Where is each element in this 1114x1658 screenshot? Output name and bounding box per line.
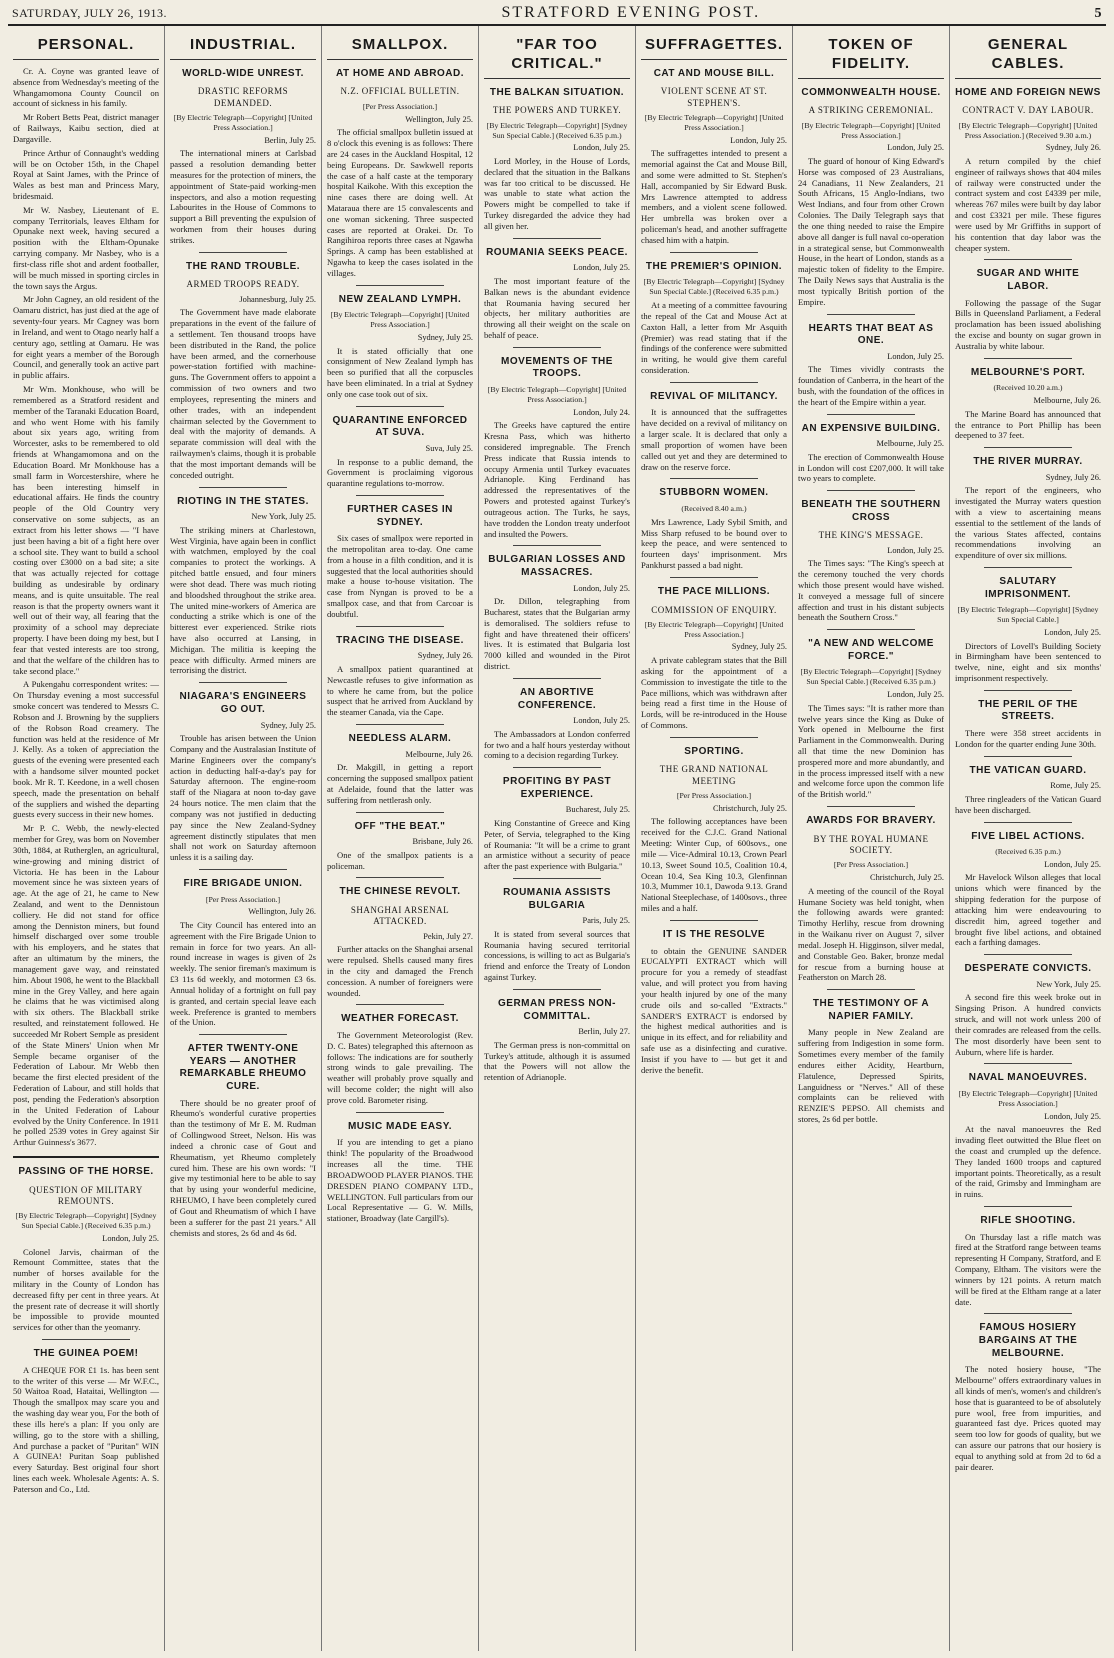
section-body: The Marine Board has announced that the entrance to Port Phillip has been deepened to 37 feet. (955, 408, 1101, 441)
section-body: The noted hosiery house, "The Melbourne" offers extraordinary values in all kinds of men's, women's and children's hose that is guaranteed to be of absolutely pure wool, free from impurities, and guaranteed fast dye. Prices quoted may seem too low for goods of quality, but we can assure our patrons that our hosiery is equal to anything sold at from 2d to 6d a pair dearer. (955, 1364, 1101, 1472)
section-divider (356, 285, 444, 286)
section-divider (670, 577, 758, 578)
section-divider (356, 626, 444, 627)
section-heading: HEARTS THAT BEAT AS ONE. (808, 322, 934, 347)
section-body: A CHEQUE FOR £1 1s. has been sent to the writer of this verse — Mr W.F.C., 50 Waitoa Road, Hataitai, Wellington — Though the smallpox may scare you and the washing day wear you, For the both of these ills here's a plan: If you only are willing, go to the store with a shilling, And purchase a packet of "Puritan" WIN A GUINEA! Puritan Soap published every Saturday. Best original four short lines each week. Wholesale Agents: A. S. Paterson and Co., Ltd. (13, 1364, 159, 1494)
section-divider (984, 954, 1072, 955)
section-dateline: London, July 24. (573, 407, 630, 417)
section-body: The German press is non-committal on Turkey's attitude, although it is assumed that the Powers will not allow the retention of Adrianople. (484, 1039, 630, 1083)
section-divider (984, 358, 1072, 359)
section-byline: [Per Press Association.] (676, 791, 752, 801)
newspaper-title: STRATFORD EVENING POST. (501, 4, 761, 21)
section-byline: [By Electric Telegraph—Copyright] [United Press Association.] (173, 113, 313, 132)
column-6 (793, 26, 950, 1651)
section-body: The suffragettes intended to present a memorial against the Cat and Mouse Bill, and some were admitted to St. Stephen's Hall, accompanied by Sir Edward Busk. Mrs Lawrence attempted to address members, and a violent scene followed. Her umbrella was broken over a policeman's head, and another suffragette chased him with a hatpin. (641, 148, 787, 245)
column-heading: "FAR TOO CRITICAL." (484, 36, 630, 79)
section-divider (513, 347, 601, 348)
section-heading: THE PERIL OF THE STREETS. (978, 698, 1078, 723)
section-heading: HOME AND FOREIGN NEWS (955, 86, 1101, 98)
section-divider (670, 737, 758, 738)
section-byline: [Per Press Association.] (833, 860, 909, 870)
column-7 (950, 26, 1106, 1651)
section-dateline: New York, July 25. (1036, 979, 1101, 989)
section-dateline: Sydney, July 26. (1045, 143, 1101, 153)
section-heading: FAMOUS HOSIERY BARGAINS AT THE MELBOURNE. (978, 1322, 1078, 1359)
section-heading: CAT AND MOUSE BILL. (653, 67, 775, 79)
section-dateline: Rome, July 25. (1050, 781, 1101, 791)
section-divider (356, 1004, 444, 1005)
section-divider (513, 878, 601, 879)
section-divider (984, 1313, 1072, 1314)
section-heading: THE TESTIMONY OF A NAPIER FAMILY. (812, 998, 930, 1022)
section-body: The Greeks have captured the entire Kresna Pass, which was hitherto considered impregnable. The French Press indicate that Russia intends to occupy Armenia until Turkey evacuates Adrianople. King Ferdinand has addressed the representatives of the Powers and protested against Turkey's outrageous action. The Turks, he says, have trodden the London treaty underfoot and insulted the Powers. (484, 420, 630, 539)
section-heading: NEW ZEALAND LYMPH. (338, 293, 462, 305)
section-dateline: Sydney, July 25. (260, 720, 316, 730)
section-divider (513, 678, 601, 679)
section-dateline: Bucharest, July 25. (565, 805, 630, 815)
section-divider (13, 1156, 159, 1158)
section-body: Six cases of smallpox were reported in the metropolitan area to-day. One came from a house in a filth condition, and it is suggested that the local authorities should make a house to-house visitation. The case from Nyngan is proved to be a smallpox case, and that from Carcoar is doubtful. (327, 533, 473, 619)
section-divider (356, 877, 444, 878)
section-dateline: New York, July 25. (251, 512, 316, 522)
section-heading: FIVE LIBEL ACTIONS. (971, 830, 1085, 842)
section-heading: SPORTING. (684, 745, 744, 757)
section-deck: THE KING'S MESSAGE. (818, 530, 924, 541)
section-body: Lord Morley, in the House of Lords, declared that the situation in the Balkans was far too critical to be discussed. He was unable to state what action the Powers might be compelled to take if Turkey disregarded the advice they had all given her. (484, 155, 630, 231)
section-heading: THE VATICAN GUARD. (969, 764, 1087, 776)
section-heading: THE CHINESE REVOLT. (339, 886, 461, 898)
section-dateline: London, July 25. (573, 143, 630, 153)
section-body: In response to a public demand, the Government is proclaiming vigorous quarantine regulations to-morrow. (327, 456, 473, 489)
section-heading: NAVAL MANOEUVRES. (968, 1072, 1088, 1084)
column-1 (8, 26, 165, 1651)
section-heading: WEATHER FORECAST. (341, 1013, 459, 1025)
section-heading: SUGAR AND WHITE LABOR. (976, 268, 1080, 292)
section-heading: MUSIC MADE EASY. (347, 1120, 453, 1132)
section-byline: (Received 8.40 a.m.) (681, 503, 747, 513)
section-heading: THE RIVER MURRAY. (973, 456, 1083, 468)
section-heading: ROUMANIA ASSISTS BULGARIA (503, 887, 611, 911)
section-body: Trouble has arisen between the Union Company and the Australasian Institute of Marine Engineers over the company's action in deducting half-a-day's pay for Saturday afternoon. The engine-room staff of the Niagara at noon to-day gave 24 hours notice. The men claim that the company was not justified in deducting pay since the New Zealand-Sydney agreement distinctly stipulates that men shall not work on Saturday afternoon unless it is a sailing day. (170, 733, 316, 863)
section-dateline: London, July 25. (887, 690, 944, 700)
section-dateline: Sydney, July 25. (417, 333, 473, 343)
section-byline: [By Electric Telegraph—Copyright] [United Press Association.] (801, 120, 941, 140)
section-deck: QUESTION OF MILITARY REMOUNTS. (29, 1184, 143, 1206)
section-body: At a meeting of a committee favouring the repeal of the Cat and Mouse Act at Caxton Hall, a letter from Mr Asquith (Premier) was read stating that if the findings of the conference were submitted in writing, he would give them careful consideration. (641, 300, 787, 375)
issue-date: SATURDAY, JULY 26, 1913. (12, 6, 168, 20)
section-body: Dr. Dillon, telegraphing from Bucharest, states that the Bulgarian army is demoralised. The soldiers refuse to fight and have threatened their officers' lives. It is estimated that Bulgaria lost 7000 killed and wounded in the Pirot district. (484, 596, 630, 672)
section-heading: "A NEW AND WELCOME FORCE." (808, 638, 934, 662)
section-heading: THE PREMIER'S OPINION. (645, 260, 783, 272)
section-heading: SALUTARY IMPRISONMENT. (985, 576, 1071, 600)
section-dateline: Suva, July 25. (425, 443, 473, 453)
section-deck: A STRIKING CEREMONIAL. (808, 105, 934, 116)
columns-container (8, 26, 1106, 1651)
section-heading: OFF "THE BEAT." (354, 820, 446, 832)
section-heading: TRACING THE DISEASE. (336, 634, 464, 646)
section-heading: AN EXPENSIVE BUILDING. (801, 422, 941, 434)
section-divider (827, 314, 915, 315)
section-body: On Thursday last a rifle match was fired at the Stratford range between teams representing H Company, Stratford, and E Company, Eltham. The visitors were the winners by 121 points. A return match will be fired at the Eltham range at a later date. (955, 1231, 1101, 1307)
section-divider (199, 682, 287, 683)
section-body: Mr Havelock Wilson alleges that local unions which were financed by the shipping federation for the purpose of attacking him were endeavouring to discredit him, agreed together and brought five libel actions, and obtained each a farthing damages. (955, 872, 1101, 948)
article-paragraph: Cr. A. Coyne was granted leave of absence from Wednesday's meeting of the Whangamomona County Council on account of sickness in his family. (13, 65, 159, 109)
section-dateline: Berlin, July 25. (264, 135, 316, 145)
section-byline: [By Electric Telegraph—Copyright] [United Press Association.] (Received 9.30 a.m.) (958, 120, 1098, 140)
section-dateline: London, July 25. (730, 135, 787, 145)
section-dateline: London, July 25. (1044, 627, 1101, 637)
section-byline: [By Electric Telegraph—Copyright] [United Press Association.] (487, 385, 627, 404)
section-heading: AN ABORTIVE CONFERENCE. (517, 686, 597, 711)
section-divider (984, 567, 1072, 568)
section-heading: NEEDLESS ALARM. (348, 733, 452, 745)
section-body: If you are intending to get a piano think! The popularity of the Broadwood increases all the time. THE BROADWOOD PLAYER PIANOS. THE DRESDEN PIANO COMPANY LTD., WELLINGTON. Full particulars from our Local Representative — G. W. Mills, stationer, Broadway (late Cargill's). (327, 1137, 473, 1224)
section-divider (984, 447, 1072, 448)
section-byline: [By Electric Telegraph—Copyright] [Sydney Sun Special Cable.] (Received 6.35 p.m.) (643, 277, 785, 297)
section-body: It is stated officially that one consignment of New Zealand lymph has been so purified that all the corpuscles have been eliminated. In a trial at Sydney only one case took out of six. (327, 345, 473, 399)
column-3 (322, 26, 479, 1651)
section-body: Dr. Makgill, in getting a report concerning the supposed smallpox patient at Adelaide, found that the latter was suffering from nettlerash only. (327, 762, 473, 805)
section-heading: COMMONWEALTH HOUSE. (801, 86, 941, 98)
section-deck: SHANGHAI ARSENAL ATTACKED. (350, 905, 450, 927)
article-paragraph: Mr John Cagney, an old resident of the Oamaru district, has just died at the age of seventy-four years. Mr Cagney was born in Ireland, and went to Otago nearly half a century ago, settling at Oamaru. He was for eight years a member of the Borough Council, and generally took an active part in public affairs. (13, 294, 159, 381)
section-divider (199, 487, 287, 488)
section-divider (827, 806, 915, 807)
section-byline: [Per Press Association.] (362, 101, 438, 111)
section-heading: BULGARIAN LOSSES AND MASSACRES. (488, 554, 626, 578)
section-heading: FIRE BRIGADE UNION. (183, 878, 303, 890)
section-dateline: Sydney, July 26. (1045, 472, 1101, 482)
article-paragraph: Mr Wm. Monkhouse, who will be remembered as a Stratford resident and member of the Taranaki Education Board, and who went Home with his family about six years ago, writing from Worcester, asks to be remembered to old friends at Whangamomona and on the Education Board. Mr Monkhouse has a small farm in Worcestershire, where he has been interesting himself in educational affairs. He finds the country people of the Old Country very conservative on some subjects, as an extract from his letter shows — "I have just been having a bit of a fight here over a school site. They want to build a school costing over £3000 on a bad site; a site that was actually rejected for cottage building as undesirable by ordinary means, and is quite unsuitable. The real reason is that the property owners want it well out of their way, all fearing that the proximity of a school may depreciate property. I have been doing my best, but I fear that vested interests are too strong, and that the welfare of the children has to take second place." (13, 384, 159, 676)
section-heading: NIAGARA'S ENGINEERS GO OUT. (179, 691, 307, 715)
section-byline: [By Electric Telegraph—Copyright] [Sydney Sun Special Cable.] (Received 6.35 p.m.) (486, 120, 628, 140)
section-heading: PASSING OF THE HORSE. (18, 1166, 154, 1178)
section-divider (356, 812, 444, 813)
section-dateline: London, July 25. (887, 351, 944, 361)
column-5 (636, 26, 793, 1651)
article-paragraph: Mr Robert Betts Peat, district manager of Railways, Kaibu section, died at Dargaville. (13, 112, 159, 144)
section-divider (513, 238, 601, 239)
section-divider (513, 989, 601, 990)
section-body: One of the smallpox patients is a policeman. (327, 849, 473, 871)
article-paragraph: Mr P. C. Webb, the newly-elected member for Grey, was born on November 30th, 1884, at Rutherglen, an agricultural, wine-growing and mining district of Victoria. He has been in the Labour movement since he was sixteen years of age. At the age of 21, he came to New Zealand, and went to the Dennistoun colliery. He did not stand for office among the Denniston miners, but found himself discharged over some trouble with his employers, and he states that after an ultimatum by the miners, the management gave way, and reinstated him. About 1908, he went to the Blackball mine in the Grey Valley, and here again he claims that he was victimised along with six others. The Blackball strike resulted, and reinstatement followed. He succeeded Mr Robert Semple as president of the State Miners' Union when Mr Semple became organiser of the Federation of Labour. Mr Webb then became the first elected president of the Federation of Labour, and still holds that post, pending the Federation's absorption in the United Federation of Labour evolved by the Unity Conference. In 1911 he polled 2539 votes in Grey against Sir Arthur Guinness's 3677. (13, 823, 159, 1148)
section-body: A private cablegram states that the Bill asking for the appointment of a Commission to investigate the title to the Pace millions, which was withdrawn after being read a first time in the House of Lords, will be re-introduced in the House of Commons. (641, 655, 787, 731)
section-body: Mrs Lawrence, Lady Sybil Smith, and Miss Sharp refused to be bound over to keep the peace, and were sentenced to fourteen days' imprisonment. Mrs Pankhurst passed a bad night. (641, 516, 787, 571)
section-body: The Ambassadors at London conferred for two and a half hours yesterday without coming to a decision regarding Turkey. (484, 728, 630, 761)
section-body: The report of the engineers, who investigated the Murray waters question with a view to ascertaining means essential to the settlement of the lands of the various States affected, contains recommendations involving an expenditure of over six millions. (955, 485, 1101, 561)
section-dateline: Johannesburg, July 25. (239, 294, 316, 304)
section-body: The most important feature of the Balkan news is the abundant evidence that Roumania having secured her objects, her military authorities are throwing all their weight on the scale on behalf of peace. (484, 275, 630, 341)
section-divider (42, 1339, 130, 1340)
section-dateline: London, July 25. (887, 545, 944, 555)
section-divider (199, 869, 287, 870)
section-dateline: Christchurch, July 25. (870, 873, 944, 883)
section-byline: [By Electric Telegraph—Copyright] [United Press Association.] (958, 1089, 1098, 1108)
section-divider (670, 252, 758, 253)
masthead (8, 4, 1106, 26)
section-deck: CONTRACT V. DAY LABOUR. (962, 105, 1094, 116)
page-number: 5 (1094, 6, 1102, 21)
section-deck: VIOLENT SCENE AT ST. STEPHEN'S. (660, 86, 768, 108)
section-deck: ARMED TROOPS READY. (186, 279, 300, 290)
section-body: A smallpox patient quarantined at Newcastle refuses to give information as to where he came from, but the police suspect that he arrived from Auckland by the steamer Canada, via the Cape. (327, 663, 473, 718)
section-dateline: Melbourne, July 26. (405, 749, 473, 759)
section-divider (984, 259, 1072, 260)
section-heading: WORLD-WIDE UNREST. (182, 67, 304, 79)
section-divider (984, 690, 1072, 691)
section-body: The following acceptances have been received for the C.J.C. Grand National Meeting: Winter Cup, of 600sovs., one mile — Vice-Admiral 10.13, Crown Pearl 10.13, Sweet Sound 10.5, Coalition 10.4, Ocean 10.4, Sea King 10.3, Glenfinnan 10.3, Mummer 10.1, Dawoda 9.13. Grand National Steeplechase, of 1400sovs., three miles and a half. (641, 816, 787, 914)
section-body: Directors of Lovell's Building Society in Birmingham have been sentenced to twelve, nine, eight and six months' imprisonment respectively. (955, 640, 1101, 683)
section-dateline: Paris, July 25. (582, 916, 630, 926)
column-2 (165, 26, 322, 1651)
section-byline: [Per Press Association.] (205, 894, 281, 904)
section-deck: THE GRAND NATIONAL MEETING (659, 764, 769, 786)
section-dateline: Melbourne, July 26. (1033, 396, 1101, 406)
section-dateline: Sydney, July 25. (731, 642, 787, 652)
section-deck: BY THE ROYAL HUMANE SOCIETY. (813, 833, 929, 856)
section-divider (356, 724, 444, 725)
section-heading: STUBBORN WOMEN. (659, 487, 769, 499)
section-heading: GERMAN PRESS NON-COMMITTAL. (498, 997, 616, 1022)
section-body: The guard of honour of King Edward's Horse was composed of 23 Australians, 24 Canadians, 11 New Zealanders, 21 South Africans, 15 Anglo-Indians, two West Indians, and four from other Crown Colonies. The Daily Telegraph says that the one thing needed to raise the Empire above all danger is full naval co-operation in a strategical sense, but Commonwealth House, in the heart of London, stands as a majestic token of fidelity to the Empire. The Daily News says that Australia is the most typically British portion of the Empire. (798, 155, 944, 307)
section-body: Many people in New Zealand are suffering from Indigestion in some form. Sometimes every member of the family endures either Acidity, Heartburn, Flatulence, Depressed Spirits, Languidness or "Nerves." All of these complaints can be relieved with RENZIE'S PEPSO. All chemists and stores, 2s 6d per bottle. (798, 1027, 944, 1125)
section-dateline: Wellington, July 26. (248, 907, 316, 917)
section-divider (199, 1034, 287, 1035)
section-heading: THE GUINEA POEM! (33, 1348, 139, 1360)
section-divider (199, 252, 287, 253)
section-divider (827, 414, 915, 415)
section-heading: QUARANTINE ENFORCED AT SUVA. (332, 414, 468, 439)
section-dateline: London, July 25. (102, 1233, 159, 1243)
section-heading: THE PACE MILLIONS. (657, 585, 771, 597)
section-body: At the naval manoeuvres the Red invading fleet outwitted the Blue fleet on the coast and crumpled up the defence. They landed 1600 troops and captured important points. Theoretically, as a result of the raid, Grimsby and Immingham are in ruins. (955, 1124, 1101, 1200)
section-byline: (Received 6.35 p.m.) (995, 847, 1061, 857)
column-heading: SUFFRAGETTES. (641, 36, 787, 60)
section-heading: FURTHER CASES IN SYDNEY. (347, 503, 453, 528)
section-heading: REVIVAL OF MILITANCY. (650, 390, 778, 402)
section-heading: AT HOME AND ABROAD. (335, 67, 464, 79)
section-byline: [By Electric Telegraph—Copyright] [United Press Association.] (330, 310, 470, 330)
section-byline: [By Electric Telegraph—Copyright] [Sydney Sun Special Cable.] (Received 6.35 p.m.) (15, 1211, 157, 1231)
section-divider (356, 406, 444, 407)
section-heading: THE RAND TROUBLE. (185, 260, 301, 272)
article-paragraph: A Pukengahu correspondent writes: — On Thursday evening a most successful smoke concert was tendered to Messrs C. Robson and J. Browning by the suppliers of the Robson Road creamery. The function was held at the residence of Mr J. Kelly. As a token of appreciation the guests of the evening were presented each with a handsome silver mounted pocket book. Mr R. T. Keedone, in a well chosen speech, made the presentation on behalf of the suppliers and wished the departing guests every success in their new homes. (13, 679, 159, 820)
section-byline: [By Electric Telegraph—Copyright] [United Press Association.] (644, 619, 784, 639)
section-deck: N.Z. OFFICIAL BULLETIN. (340, 86, 460, 97)
section-body: Further attacks on the Shanghai arsenal were repulsed. Shells caused many fires in the city and damaged the French concession. A number of foreigners were wounded. (327, 944, 473, 998)
column-heading: INDUSTRIAL. (170, 36, 316, 60)
section-divider (827, 629, 915, 630)
section-body: A meeting of the council of the Royal Humane Society was held tonight, when the following awards were granted: Timothy Herlihy, rescue from drowning in the Waikanu river on August 7, silver medal. Joseph H. Higginson, silver medal, and Constable Geo. Baker, bronze medal for rescue from a burning house at Featherston on March 28. (798, 885, 944, 983)
section-divider (827, 989, 915, 990)
section-heading: AWARDS FOR BRAVERY. (806, 815, 936, 827)
section-byline: [By Electric Telegraph—Copyright] [Sydney Sun Special Cable.] (Received 6.35 p.m.) (800, 667, 942, 687)
section-body: The City Council has entered into an agreement with the Fire Brigade Union to remain in force for two years. An all-round increase in wages is given of 2s weekly. The senior fireman's maximum is £3 11s 6d weekly, and motormen £3 6s. Annual holiday of a fortnight on full pay is granted, and certain special leave each week. Preference is granted to members of the Union. (170, 920, 316, 1028)
section-dateline: London, July 25. (573, 716, 630, 726)
section-heading: IT IS THE RESOLVE (662, 928, 766, 940)
section-deck: THE POWERS AND TURKEY. (492, 105, 622, 116)
section-dateline: Sydney, July 26. (417, 651, 473, 661)
column-heading: GENERAL CABLES. (955, 36, 1101, 79)
section-divider (513, 545, 601, 546)
section-dateline: Pekin, July 27. (423, 931, 473, 941)
section-deck: COMMISSION OF ENQUIRY. (651, 604, 777, 615)
section-body: It is stated from several sources that Roumania having secured territorial concessions, is willing to act as Bulgaria's friend and enforce the Treaty of London against Turkey. (484, 928, 630, 983)
section-body: The Times says: "The King's speech at the ceremony touched the very chords which those present would have wished. It conveyed a message full of sincere affection and trust in his distant subjects beneath the Southern Cross." (798, 558, 944, 623)
section-heading: MOVEMENTS OF THE TROOPS. (501, 355, 613, 380)
section-dateline: Berlin, July 27. (578, 1027, 630, 1037)
section-divider (670, 382, 758, 383)
section-body: The Times says: "It is rather more than twelve years since the King as Duke of York opened in Melbourne the first Parliament in the Commonwealth. During all that time the new Dominion has prospered more and more abundantly, and in the process impressed itself with a new and welcome force upon the common life of the British world." (798, 702, 944, 800)
section-body: The Government have made elaborate preparations in the event of the failure of a settlement. Ten thousand troops have been distributed in the Rand, the police have been armed, and the cornerhouse power-station fortified with machine-guns. The Government offers to appoint a commission of two owners and two employees, representing the miners and other trades, with an independent chairman selected by the Government to deal with the majority of demands. A separate commission will deal with the railwaymen's claims, though it is probable that the most important demands will be conceded outright. (170, 307, 316, 480)
section-heading: MELBOURNE'S PORT. (970, 366, 1086, 378)
section-body: A second fire this week broke out in Singsing Prison. A hundred convicts struck, and will not work unless 200 of their comrades are released from the cells. The most disorderly have been sent to Auburn, where life is harder. (955, 992, 1101, 1057)
section-dateline: Wellington, July 25. (405, 114, 473, 124)
column-heading: TOKEN OF FIDELITY. (798, 36, 944, 79)
section-dateline: Christchurch, July 25. (713, 803, 787, 813)
article-paragraph: Mr W. Nasbey, Lieutenant of E. company Territorials, leaves Eltham for Opunake next week, having secured a position with the Eltham-Opunake carrying company. Mr Nasbey, who is a first-class rifle shot and ardent footballer, will be much missed in sporting circles in the town says the Argus. (13, 204, 159, 291)
section-body: The striking miners at Charlestown, West Virginia, have again been in conflict with watchmen, employed by the coal companies to protect the workings. A pitched battle ensued, and four miners were shot dead. There was much rioting and bloodshed throughout the strike area. The united mine-workers of America are conducting a strike which is one of the bitterest ever experienced. Strike riots have also occurred at Lansing, in Michigan. The militia is keeping the peace with difficulty. Armed miners are terrorising the district. (170, 524, 316, 676)
section-body: The official smallpox bulletin issued at 8 o'clock this evening is as follows: There are 24 cases in the Auckland Hospital, 12 being Europeans. Dr. Sawkwell reports the case of a half caste at the temporary hospital Kaikohe. With this exception the nine cases there are doing well. At Mataraua there are 15 convalescents and one woman sickening. Three suspected cases are reported at Orakei. Dr. To Rangihiroa reports three cases at Ngawha Springs. A camp has been established at Ngawha to keep the cases isolated in the villages. (327, 127, 473, 278)
section-deck: DRASTIC REFORMS DEMANDED. (197, 86, 289, 108)
section-body: The Times vividly contrasts the foundation of Canberra, in the heart of the bush, with the foundation of the offices in the heart of the Empire within a year. (798, 364, 944, 407)
section-body: Following the passage of the Sugar Bills in Queensland Parliament, a Federal proclamation has been issued abolishing the excise and bounty on sugar grown in Australia by white labour. (955, 297, 1101, 351)
section-body: Colonel Jarvis, chairman of the Remount Committee, states that the number of horses available for the military in the County of London has decreased fifty per cent in three years. At the present rate of decrease it will shortly be impossible to provide mounted services for other than the yeomanry. (13, 1246, 159, 1333)
section-dateline: London, July 25. (1044, 1111, 1101, 1121)
section-heading: RIFLE SHOOTING. (980, 1215, 1076, 1227)
section-divider (356, 1112, 444, 1113)
column-heading: SMALLPOX. (327, 36, 473, 60)
section-body: A return compiled by the chief engineer of railways shows that 404 miles of railway were constructed under the contract system and cost £4339 per mile, whereas 767 miles were built by day labor and cost £3321 per mile. These figures were used by Mr Griffiths in support of his contention that day labor was the cheaper system. (955, 155, 1101, 253)
section-body: There were 358 street accidents in London for the quarter ending June 30th. (955, 728, 1101, 749)
section-body: It is announced that the suffragettes have decided on a revival of militancy on a larger scale. It is declared that only a small proportion of women have been called out yet and they are determined to draw on the reserve force. (641, 407, 787, 472)
section-divider (670, 920, 758, 921)
section-byline: [By Electric Telegraph—Copyright] [United Press Association.] (644, 113, 784, 132)
section-body: The Government Meteorologist (Rev. D. C. Bates) telegraphed this afternoon as follows: The indications are for southerly strong winds to gale prevailing. The weather will probably prove squally and will become colder; the night will also prove cold. Barometer rising. (327, 1029, 473, 1105)
section-divider (984, 756, 1072, 757)
section-heading: PROFITING BY PAST EXPERIENCE. (502, 776, 612, 800)
section-body: The international miners at Carlsbad passed a resolution demanding better measures for the protection of miners, the appointment of State-paid working-men inspectors, and also a motion requesting Labourites in the House of Commons to support a Bill preventing the expulsion of workmen from their houses during strikes. (170, 148, 316, 245)
section-heading: DESPERATE CONVICTS. (964, 963, 1092, 975)
section-body: Three ringleaders of the Vatican Guard have been discharged. (955, 793, 1101, 815)
section-dateline: London, July 25. (887, 143, 944, 153)
section-dateline: London, July 25. (573, 583, 630, 593)
section-heading: THE BALKAN SITUATION. (489, 86, 625, 98)
section-dateline: Brisbane, July 26. (412, 837, 473, 847)
section-divider (827, 490, 915, 491)
section-body: There should be no greater proof of Rheumo's wonderful curative properties than the testimony of Mr E. M. Rudman of Collingwood Street, Nelson. His was indeed a chronic case of Gout and Rheumatism, yet Rheumo completely cured him. These are his own words: "I give my testimonial here to be able to say that by using your wonderful medicine, RHEUMO, I have been completely cured of Gout and Rheumatism of which I have been a sufferer for the past 21 years." All chemists and stores, 2s 6d and 4s 6d. (170, 1097, 316, 1238)
section-dateline: London, July 25. (573, 263, 630, 273)
section-body: The erection of Commonwealth House in London will cost £207,000. It will take two years to complete. (798, 451, 944, 484)
column-4 (479, 26, 636, 1651)
section-dateline: Melbourne, July 25. (876, 439, 944, 449)
section-divider (984, 1206, 1072, 1207)
section-heading: AFTER TWENTY-ONE YEARS — ANOTHER REMARKABLE RHEUMO CURE. (179, 1043, 307, 1093)
section-heading: BENEATH THE SOUTHERN CROSS (801, 499, 941, 523)
section-heading: RIOTING IN THE STATES. (177, 495, 309, 507)
section-byline: [By Electric Telegraph—Copyright] [Sydney Sun Special Cable.] (957, 605, 1099, 625)
section-divider (984, 1063, 1072, 1064)
section-divider (513, 767, 601, 768)
section-heading: ROUMANIA SEEKS PEACE. (486, 246, 628, 258)
section-byline: (Received 10.20 a.m.) (993, 383, 1063, 393)
article-paragraph: Prince Arthur of Connaught's wedding will be on October 15th, in the Chapel Royal at Saint James, with the Prince of Wales as best man and Princess Mary, bridesmaid. (13, 147, 159, 201)
column-heading: PERSONAL. (13, 36, 159, 60)
section-body: to obtain the GENUINE SANDER EUCALYPTI EXTRACT which will procure for you a remedy of steadfast value, and will protect you from having your health injured by one of the many crude oils and so-called "Extracts." SANDER'S EXTRACT is endorsed by the highest medical authorities and is unique in its effect, and for reliability and safe use as a disinfecting and curative. Insist if you have to — but get it and derive the benefit. (641, 945, 787, 1075)
section-divider (356, 495, 444, 496)
section-body: King Constantine of Greece and King Peter, of Servia, telegraphed to the King of Roumania: "It will be a crime to grant an armistice without a security of peace after the past experience with Bulgaria." (484, 817, 630, 872)
section-divider (984, 822, 1072, 823)
section-divider (670, 478, 758, 479)
section-dateline: London, July 25. (1044, 859, 1101, 869)
